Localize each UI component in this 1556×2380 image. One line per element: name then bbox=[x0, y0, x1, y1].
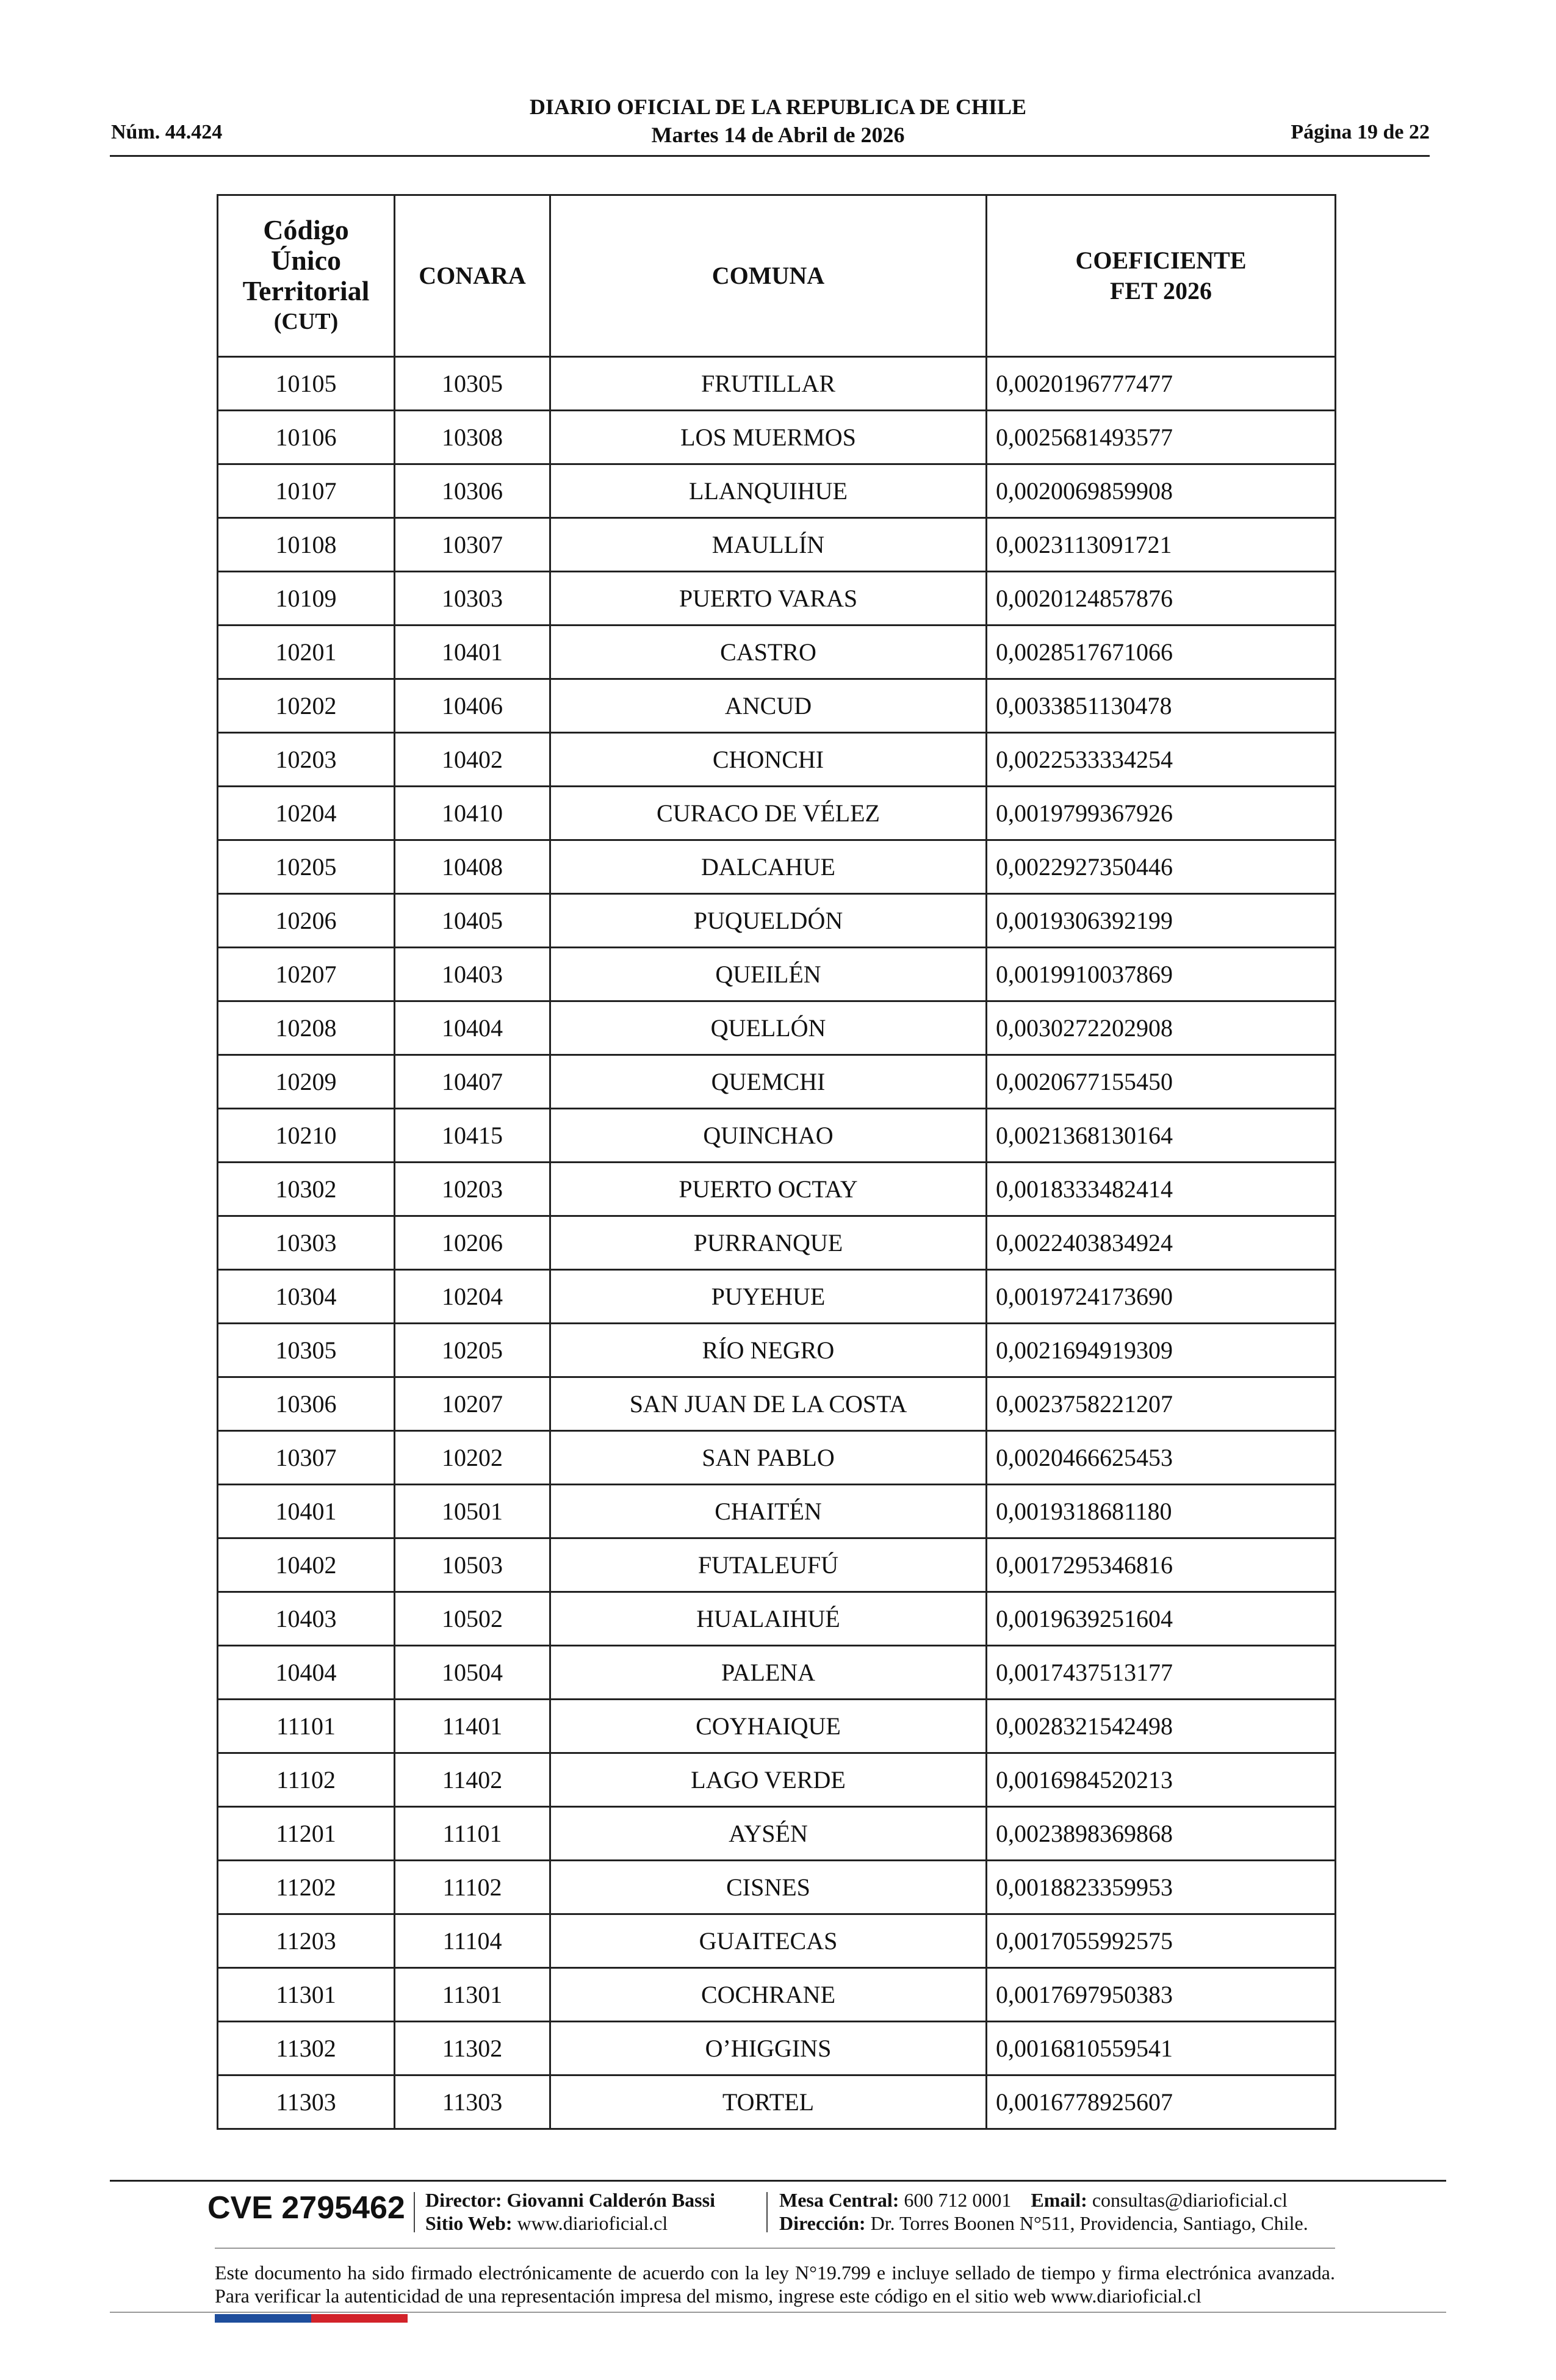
cell-comuna: O’HIGGINS bbox=[550, 2022, 987, 2075]
footer-divider-top bbox=[110, 2180, 1446, 2182]
table-row bbox=[218, 1807, 1336, 1861]
cell-cut: 11303 bbox=[218, 2075, 395, 2129]
table-row bbox=[218, 1163, 1336, 1216]
cell-coeficiente: 0,0023758221207 bbox=[987, 1377, 1336, 1431]
cell-coeficiente: 0,0019318681180 bbox=[987, 1485, 1336, 1538]
table-row bbox=[218, 733, 1336, 787]
cell-conara: 10502 bbox=[395, 1592, 550, 1646]
flag-stripe-blue bbox=[215, 2314, 311, 2323]
cell-cut: 11302 bbox=[218, 2022, 395, 2075]
cell-conara: 10207 bbox=[395, 1377, 550, 1431]
footer-contact-block bbox=[779, 2188, 1308, 2235]
cell-comuna: TORTEL bbox=[550, 2075, 987, 2129]
cell-comuna: COYHAIQUE bbox=[550, 1700, 987, 1753]
cell-comuna: PURRANQUE bbox=[550, 1216, 987, 1270]
cell-coeficiente: 0,0020124857876 bbox=[987, 572, 1336, 626]
mesa-phone: 600 712 0001 bbox=[904, 2189, 1012, 2211]
table-row bbox=[218, 1431, 1336, 1485]
director-name: Giovanni Calderón Bassi bbox=[506, 2189, 715, 2211]
table-row bbox=[218, 1968, 1336, 2022]
cell-comuna: ANCUD bbox=[550, 679, 987, 733]
column-header-comuna: COMUNA bbox=[550, 195, 987, 357]
cell-cut: 11201 bbox=[218, 1807, 395, 1861]
cell-comuna: QUINCHAO bbox=[550, 1109, 987, 1163]
publication-date: Martes 14 de Abril de 2026 bbox=[651, 123, 905, 147]
table-row bbox=[218, 1216, 1336, 1270]
cell-comuna: SAN PABLO bbox=[550, 1431, 987, 1485]
cell-cut: 10105 bbox=[218, 357, 395, 411]
cell-conara: 10404 bbox=[395, 1001, 550, 1055]
cell-coeficiente: 0,0017697950383 bbox=[987, 1968, 1336, 2022]
cell-cut: 10307 bbox=[218, 1431, 395, 1485]
cell-conara: 10307 bbox=[395, 518, 550, 572]
cell-cut: 10106 bbox=[218, 411, 395, 464]
cell-cut: 10302 bbox=[218, 1163, 395, 1216]
table-row bbox=[218, 894, 1336, 948]
email-label: Email: bbox=[1031, 2189, 1087, 2211]
address-text: Dr. Torres Boonen N°511, Providencia, Santiago, Chile. bbox=[870, 2212, 1308, 2234]
cell-comuna: PUERTO OCTAY bbox=[550, 1163, 987, 1216]
table-row bbox=[218, 1646, 1336, 1700]
cell-cut: 10401 bbox=[218, 1485, 395, 1538]
cell-coeficiente: 0,0021368130164 bbox=[987, 1109, 1336, 1163]
cell-conara: 10308 bbox=[395, 411, 550, 464]
cell-conara: 10303 bbox=[395, 572, 550, 626]
table-row bbox=[218, 840, 1336, 894]
cell-coeficiente: 0,0020466625453 bbox=[987, 1431, 1336, 1485]
table-row bbox=[218, 1109, 1336, 1163]
cell-coeficiente: 0,0017055992575 bbox=[987, 1914, 1336, 1968]
cell-cut: 10107 bbox=[218, 464, 395, 518]
cell-conara: 10410 bbox=[395, 787, 550, 840]
cell-conara: 10306 bbox=[395, 464, 550, 518]
cell-coeficiente: 0,0018333482414 bbox=[987, 1163, 1336, 1216]
cell-comuna: RÍO NEGRO bbox=[550, 1324, 987, 1377]
cell-coeficiente: 0,0022403834924 bbox=[987, 1216, 1336, 1270]
cell-comuna: LLANQUIHUE bbox=[550, 464, 987, 518]
cell-cut: 11202 bbox=[218, 1861, 395, 1914]
table-row bbox=[218, 464, 1336, 518]
cve-code: CVE 2795462 bbox=[207, 2190, 405, 2226]
cell-coeficiente: 0,0021694919309 bbox=[987, 1324, 1336, 1377]
cell-conara: 10408 bbox=[395, 840, 550, 894]
cut-header-line: Único bbox=[271, 245, 341, 276]
cell-coeficiente: 0,0028517671066 bbox=[987, 626, 1336, 679]
cell-cut: 10202 bbox=[218, 679, 395, 733]
table-row bbox=[218, 626, 1336, 679]
cell-comuna: PALENA bbox=[550, 1646, 987, 1700]
table-row bbox=[218, 572, 1336, 626]
table-row bbox=[218, 787, 1336, 840]
cell-cut: 11101 bbox=[218, 1700, 395, 1753]
cell-conara: 10403 bbox=[395, 948, 550, 1001]
column-header-cut bbox=[218, 195, 395, 357]
cell-comuna: PUQUELDÓN bbox=[550, 894, 987, 948]
header-divider bbox=[110, 155, 1430, 157]
cell-cut: 10306 bbox=[218, 1377, 395, 1431]
cell-comuna: PUYEHUE bbox=[550, 1270, 987, 1324]
table-row bbox=[218, 518, 1336, 572]
table-row bbox=[218, 1377, 1336, 1431]
cell-coeficiente: 0,0019306392199 bbox=[987, 894, 1336, 948]
table-row bbox=[218, 1538, 1336, 1592]
table-row bbox=[218, 1055, 1336, 1109]
cell-comuna: PUERTO VARAS bbox=[550, 572, 987, 626]
cell-comuna: HUALAIHUÉ bbox=[550, 1592, 987, 1646]
cell-conara: 10405 bbox=[395, 894, 550, 948]
director-label: Director: bbox=[425, 2189, 502, 2211]
cell-comuna: CURACO DE VÉLEZ bbox=[550, 787, 987, 840]
cell-coeficiente: 0,0022927350446 bbox=[987, 840, 1336, 894]
website-link[interactable]: www.diarioficial.cl bbox=[517, 2212, 668, 2234]
cell-comuna: QUEMCHI bbox=[550, 1055, 987, 1109]
cell-conara: 10501 bbox=[395, 1485, 550, 1538]
cell-coeficiente: 0,0019910037869 bbox=[987, 948, 1336, 1001]
page-header bbox=[0, 0, 1556, 159]
cell-cut: 10201 bbox=[218, 626, 395, 679]
cell-coeficiente: 0,0017437513177 bbox=[987, 1646, 1336, 1700]
cell-cut: 10303 bbox=[218, 1216, 395, 1270]
publication-title: DIARIO OFICIAL DE LA REPUBLICA DE CHILE bbox=[529, 95, 1027, 119]
coefficient-table bbox=[217, 194, 1336, 2130]
cell-conara: 10202 bbox=[395, 1431, 550, 1485]
cut-header-line: Código bbox=[263, 214, 349, 245]
cell-coeficiente: 0,0017295346816 bbox=[987, 1538, 1336, 1592]
table-row bbox=[218, 1485, 1336, 1538]
cell-coeficiente: 0,0020196777477 bbox=[987, 357, 1336, 411]
cell-cut: 10203 bbox=[218, 733, 395, 787]
cell-conara: 11102 bbox=[395, 1861, 550, 1914]
cell-coeficiente: 0,0018823359953 bbox=[987, 1861, 1336, 1914]
cell-cut: 10305 bbox=[218, 1324, 395, 1377]
cell-comuna: MAULLÍN bbox=[550, 518, 987, 572]
cell-comuna: LOS MUERMOS bbox=[550, 411, 987, 464]
table-row bbox=[218, 1861, 1336, 1914]
cell-comuna: COCHRANE bbox=[550, 1968, 987, 2022]
table-row bbox=[218, 1753, 1336, 1807]
cell-coeficiente: 0,0033851130478 bbox=[987, 679, 1336, 733]
cell-cut: 10304 bbox=[218, 1270, 395, 1324]
cell-conara: 11104 bbox=[395, 1914, 550, 1968]
cell-comuna: DALCAHUE bbox=[550, 840, 987, 894]
cell-coeficiente: 0,0030272202908 bbox=[987, 1001, 1336, 1055]
email-link[interactable]: consultas@diarioficial.cl bbox=[1092, 2189, 1288, 2211]
mesa-label: Mesa Central: bbox=[779, 2189, 899, 2211]
cell-coeficiente: 0,0028321542498 bbox=[987, 1700, 1336, 1753]
cell-coeficiente: 0,0019724173690 bbox=[987, 1270, 1336, 1324]
cell-conara: 10401 bbox=[395, 626, 550, 679]
cell-comuna: FUTALEUFÚ bbox=[550, 1538, 987, 1592]
cell-coeficiente: 0,0020677155450 bbox=[987, 1055, 1336, 1109]
cell-comuna: CHAITÉN bbox=[550, 1485, 987, 1538]
cell-cut: 10403 bbox=[218, 1592, 395, 1646]
cell-conara: 10204 bbox=[395, 1270, 550, 1324]
cell-coeficiente: 0,0019639251604 bbox=[987, 1592, 1336, 1646]
cell-cut: 10204 bbox=[218, 787, 395, 840]
cell-conara: 10402 bbox=[395, 733, 550, 787]
cell-coeficiente: 0,0020069859908 bbox=[987, 464, 1336, 518]
cell-conara: 10206 bbox=[395, 1216, 550, 1270]
page-number: Página 19 de 22 bbox=[1291, 121, 1430, 143]
cell-conara: 10203 bbox=[395, 1163, 550, 1216]
cell-coeficiente: 0,0023898369868 bbox=[987, 1807, 1336, 1861]
cell-conara: 10407 bbox=[395, 1055, 550, 1109]
cell-comuna: SAN JUAN DE LA COSTA bbox=[550, 1377, 987, 1431]
cell-coeficiente: 0,0023113091721 bbox=[987, 518, 1336, 572]
cell-cut: 10402 bbox=[218, 1538, 395, 1592]
cell-cut: 10205 bbox=[218, 840, 395, 894]
cell-conara: 10205 bbox=[395, 1324, 550, 1377]
cell-conara: 10415 bbox=[395, 1109, 550, 1163]
footer-divider-bottom bbox=[110, 2312, 1446, 2313]
website-label: Sitio Web: bbox=[425, 2212, 513, 2234]
cell-coeficiente: 0,0016810559541 bbox=[987, 2022, 1336, 2075]
footer-separator bbox=[766, 2192, 768, 2232]
footer-divider-middle bbox=[215, 2248, 1335, 2249]
cell-conara: 11101 bbox=[395, 1807, 550, 1861]
cell-comuna: FRUTILLAR bbox=[550, 357, 987, 411]
cell-comuna: CISNES bbox=[550, 1861, 987, 1914]
cell-comuna: QUELLÓN bbox=[550, 1001, 987, 1055]
cell-cut: 10109 bbox=[218, 572, 395, 626]
cell-comuna: AYSÉN bbox=[550, 1807, 987, 1861]
cell-coeficiente: 0,0016984520213 bbox=[987, 1753, 1336, 1807]
table-row bbox=[218, 1270, 1336, 1324]
table-row bbox=[218, 948, 1336, 1001]
table-body bbox=[218, 357, 1336, 2129]
cell-conara: 11401 bbox=[395, 1700, 550, 1753]
cell-conara: 10504 bbox=[395, 1646, 550, 1700]
cell-conara: 10503 bbox=[395, 1538, 550, 1592]
cell-comuna: CASTRO bbox=[550, 626, 987, 679]
flag-stripe-red bbox=[311, 2314, 408, 2323]
coef-header-line: COEFICIENTE bbox=[1075, 247, 1247, 274]
issue-number: Núm. 44.424 bbox=[111, 121, 223, 143]
cell-coeficiente: 0,0016778925607 bbox=[987, 2075, 1336, 2129]
cell-cut: 11301 bbox=[218, 1968, 395, 2022]
cell-cut: 10208 bbox=[218, 1001, 395, 1055]
cell-comuna: LAGO VERDE bbox=[550, 1753, 987, 1807]
cell-cut: 10206 bbox=[218, 894, 395, 948]
cell-coeficiente: 0,0019799367926 bbox=[987, 787, 1336, 840]
cell-comuna: CHONCHI bbox=[550, 733, 987, 787]
cell-cut: 10209 bbox=[218, 1055, 395, 1109]
cell-comuna: GUAITECAS bbox=[550, 1914, 987, 1968]
cell-conara: 11402 bbox=[395, 1753, 550, 1807]
table-row bbox=[218, 357, 1336, 411]
table-row bbox=[218, 1914, 1336, 1968]
table-row bbox=[218, 1001, 1336, 1055]
cell-coeficiente: 0,0022533334254 bbox=[987, 733, 1336, 787]
table-row bbox=[218, 2075, 1336, 2129]
cell-conara: 11301 bbox=[395, 1968, 550, 2022]
footer-director-block bbox=[425, 2188, 715, 2235]
table-row bbox=[218, 411, 1336, 464]
cell-cut: 10207 bbox=[218, 948, 395, 1001]
cell-cut: 10210 bbox=[218, 1109, 395, 1163]
footer-separator bbox=[414, 2192, 415, 2232]
cell-comuna: QUEILÉN bbox=[550, 948, 987, 1001]
cut-header-line: Territorial bbox=[242, 275, 370, 306]
cell-conara: 11302 bbox=[395, 2022, 550, 2075]
table-row bbox=[218, 1592, 1336, 1646]
legal-notice: Este documento ha sido firmado electrónicamente de acuerdo con la ley N°19.799 e incluye sellado de tiempo y firma electrónica avanzada. Para verificar la autenticidad de una representación impresa del mismo, ingrese este código en el sitio web www.diarioficial.cl bbox=[215, 2262, 1335, 2307]
coef-header-line: FET 2026 bbox=[1109, 277, 1212, 305]
cell-cut: 11102 bbox=[218, 1753, 395, 1807]
table-row bbox=[218, 1700, 1336, 1753]
table-row bbox=[218, 679, 1336, 733]
cell-conara: 11303 bbox=[395, 2075, 550, 2129]
table-header-row bbox=[218, 195, 1336, 357]
cell-cut: 10404 bbox=[218, 1646, 395, 1700]
table-row bbox=[218, 1324, 1336, 1377]
cell-conara: 10406 bbox=[395, 679, 550, 733]
cell-cut: 11203 bbox=[218, 1914, 395, 1968]
column-header-coeficiente bbox=[987, 195, 1336, 357]
address-label: Dirección: bbox=[779, 2212, 866, 2234]
cut-header-line: (CUT) bbox=[273, 309, 339, 334]
cell-cut: 10108 bbox=[218, 518, 395, 572]
cell-conara: 10305 bbox=[395, 357, 550, 411]
table-row bbox=[218, 2022, 1336, 2075]
cell-coeficiente: 0,0025681493577 bbox=[987, 411, 1336, 464]
column-header-conara: CONARA bbox=[395, 195, 550, 357]
